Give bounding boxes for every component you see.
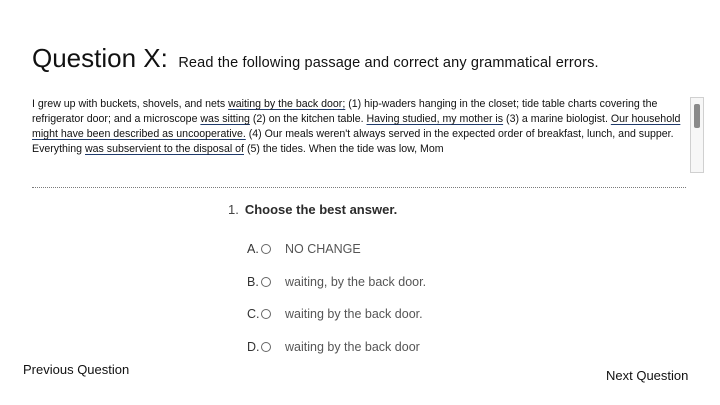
underlined-phrase-1: waiting by the back door;: [228, 98, 346, 110]
underlined-phrase-5: was subservient to the disposal of: [85, 143, 244, 155]
underlined-phrase-2: was sitting: [200, 113, 250, 125]
passage-segment: (4) Our meals weren't always served in the expected order of breakfast, lunch, and supper. Everything: [32, 128, 674, 155]
answer-choices: [247, 233, 547, 363]
item-number: 1.: [228, 202, 239, 217]
passage-segment: (5) the tides. When the tide was low, Mom: [244, 143, 444, 155]
passage-segment: (1) hip-waders hanging in the closet; tide table charts covering the refrigerator door; and a microscope: [32, 98, 658, 125]
next-question-link[interactable]: Next Question: [606, 368, 689, 383]
question-header: [32, 43, 599, 74]
choice-text: NO CHANGE: [285, 242, 361, 257]
choice-letter: B.: [247, 274, 259, 289]
choice-c[interactable]: [247, 298, 547, 331]
question-instruction: Read the following passage and correct any grammatical errors.: [178, 55, 599, 71]
passage-text: [32, 97, 682, 183]
prompt-text: Choose the best answer.: [244, 202, 398, 217]
choice-text: waiting by the back door.: [285, 307, 423, 322]
choice-letter: A.: [247, 242, 259, 257]
answer-prompt: [228, 202, 397, 217]
underlined-phrase-3: Having studied, my mother is: [366, 113, 504, 125]
underlined-phrase-4: Our household might have been described as uncooperative.: [32, 113, 681, 140]
radio-icon[interactable]: [261, 244, 271, 254]
choice-d[interactable]: [247, 331, 547, 364]
radio-icon[interactable]: [261, 277, 271, 287]
passage-segment: (2) on the kitchen table.: [249, 113, 367, 125]
question-number: Question X:: [32, 43, 168, 73]
choice-text: waiting, by the back door.: [285, 274, 427, 289]
section-divider: [32, 187, 686, 188]
radio-icon[interactable]: [261, 309, 271, 319]
passage-segment: I grew up with buckets, shovels, and nets: [32, 98, 229, 110]
choice-text: waiting by the back door: [285, 339, 420, 354]
previous-question-link[interactable]: Previous Question: [23, 362, 130, 377]
choice-b[interactable]: [247, 266, 547, 299]
radio-icon[interactable]: [261, 342, 271, 352]
choice-letter: C.: [247, 307, 260, 322]
choice-letter: D.: [247, 339, 260, 354]
passage-scrollbar[interactable]: [690, 97, 704, 173]
passage-segment: (3) a marine biologist.: [503, 113, 611, 125]
choice-a[interactable]: [247, 233, 547, 266]
scrollbar-thumb[interactable]: [694, 104, 700, 128]
